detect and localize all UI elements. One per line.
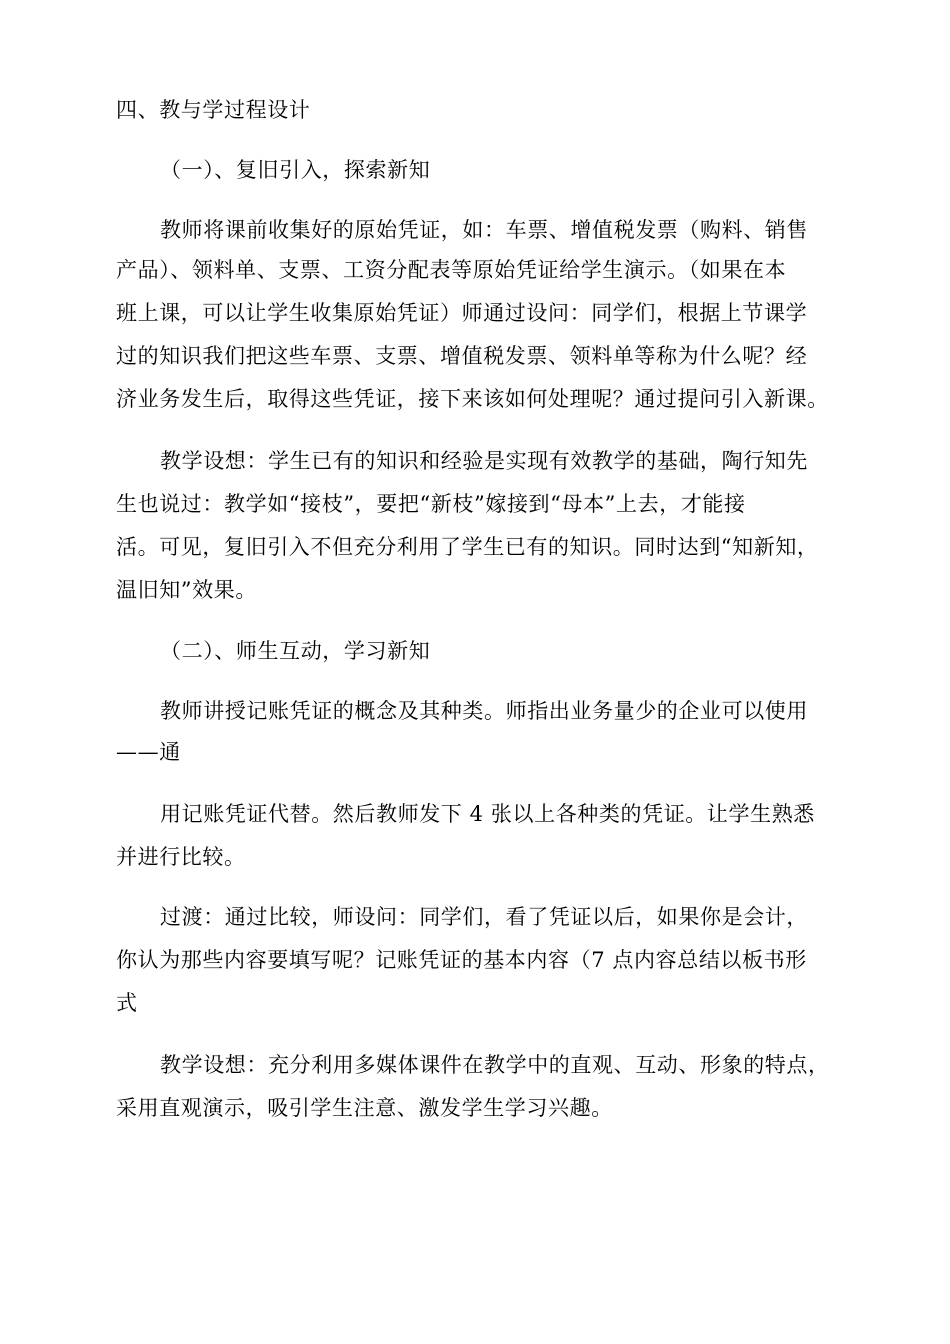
paragraph-line: 教师将课前收集好的原始凭证，如：车票、增值税发票（购料、销售 xyxy=(160,218,808,242)
paragraph-line: 过的知识我们把这些车票、支票、增值税发票、领料单等称为什么呢？经 xyxy=(116,344,808,368)
paragraph-line: 活。可见，复旧引入不但充分利用了学生已有的知识。同时达到“知新知， xyxy=(116,535,819,559)
paragraph-line: 产品）、领料单、支票、工资分配表等原始凭证给学生演示。（如果在本 xyxy=(116,258,787,282)
paragraph-line: 教师讲授记账凭证的概念及其种类。师指出业务量少的企业可以使用 xyxy=(160,699,808,723)
paragraph-line: 你认为那些内容要填写呢？记账凭证的基本内容（7 点内容总结以板书形 xyxy=(116,948,807,972)
paragraph-line: 用记账凭证代替。然后教师发下 4 张以上各种类的凭证。让学生熟悉 xyxy=(160,802,815,826)
paragraph-line: 采用直观演示，吸引学生注意、激发学生学习兴趣。 xyxy=(116,1096,613,1120)
paragraph-line: 并进行比较。 xyxy=(116,845,246,869)
paragraph-line: 班上课，可以让学生收集原始凭证）师通过设问：同学们，根据上节课学 xyxy=(116,301,808,325)
paragraph-line: 教学设想：充分利用多媒体课件在教学中的直观、互动、形象的特点， xyxy=(160,1053,830,1077)
paragraph-line: 式 xyxy=(116,991,138,1015)
subsection-title-2: （二）、师生互动，学习新知 xyxy=(160,639,431,663)
paragraph-line: 生也说过：教学如“接枝”，要把“新枝”嫁接到“母本”上去，才能接 xyxy=(116,492,746,516)
section-heading: 四、教与学过程设计 xyxy=(116,98,311,122)
paragraph-line: 温旧知”效果。 xyxy=(116,578,257,602)
paragraph-line: ——通 xyxy=(116,740,181,764)
paragraph-line: 教学设想：学生已有的知识和经验是实现有效教学的基础，陶行知先 xyxy=(160,449,808,473)
paragraph-line: 济业务发生后，取得这些凭证，接下来该如何处理呢？通过提问引入新课。 xyxy=(116,387,829,411)
subsection-title-1: （一）、复旧引入，探索新知 xyxy=(160,158,431,182)
paragraph-line: 过渡：通过比较，师设问：同学们，看了凭证以后，如果你是会计， xyxy=(160,905,808,929)
